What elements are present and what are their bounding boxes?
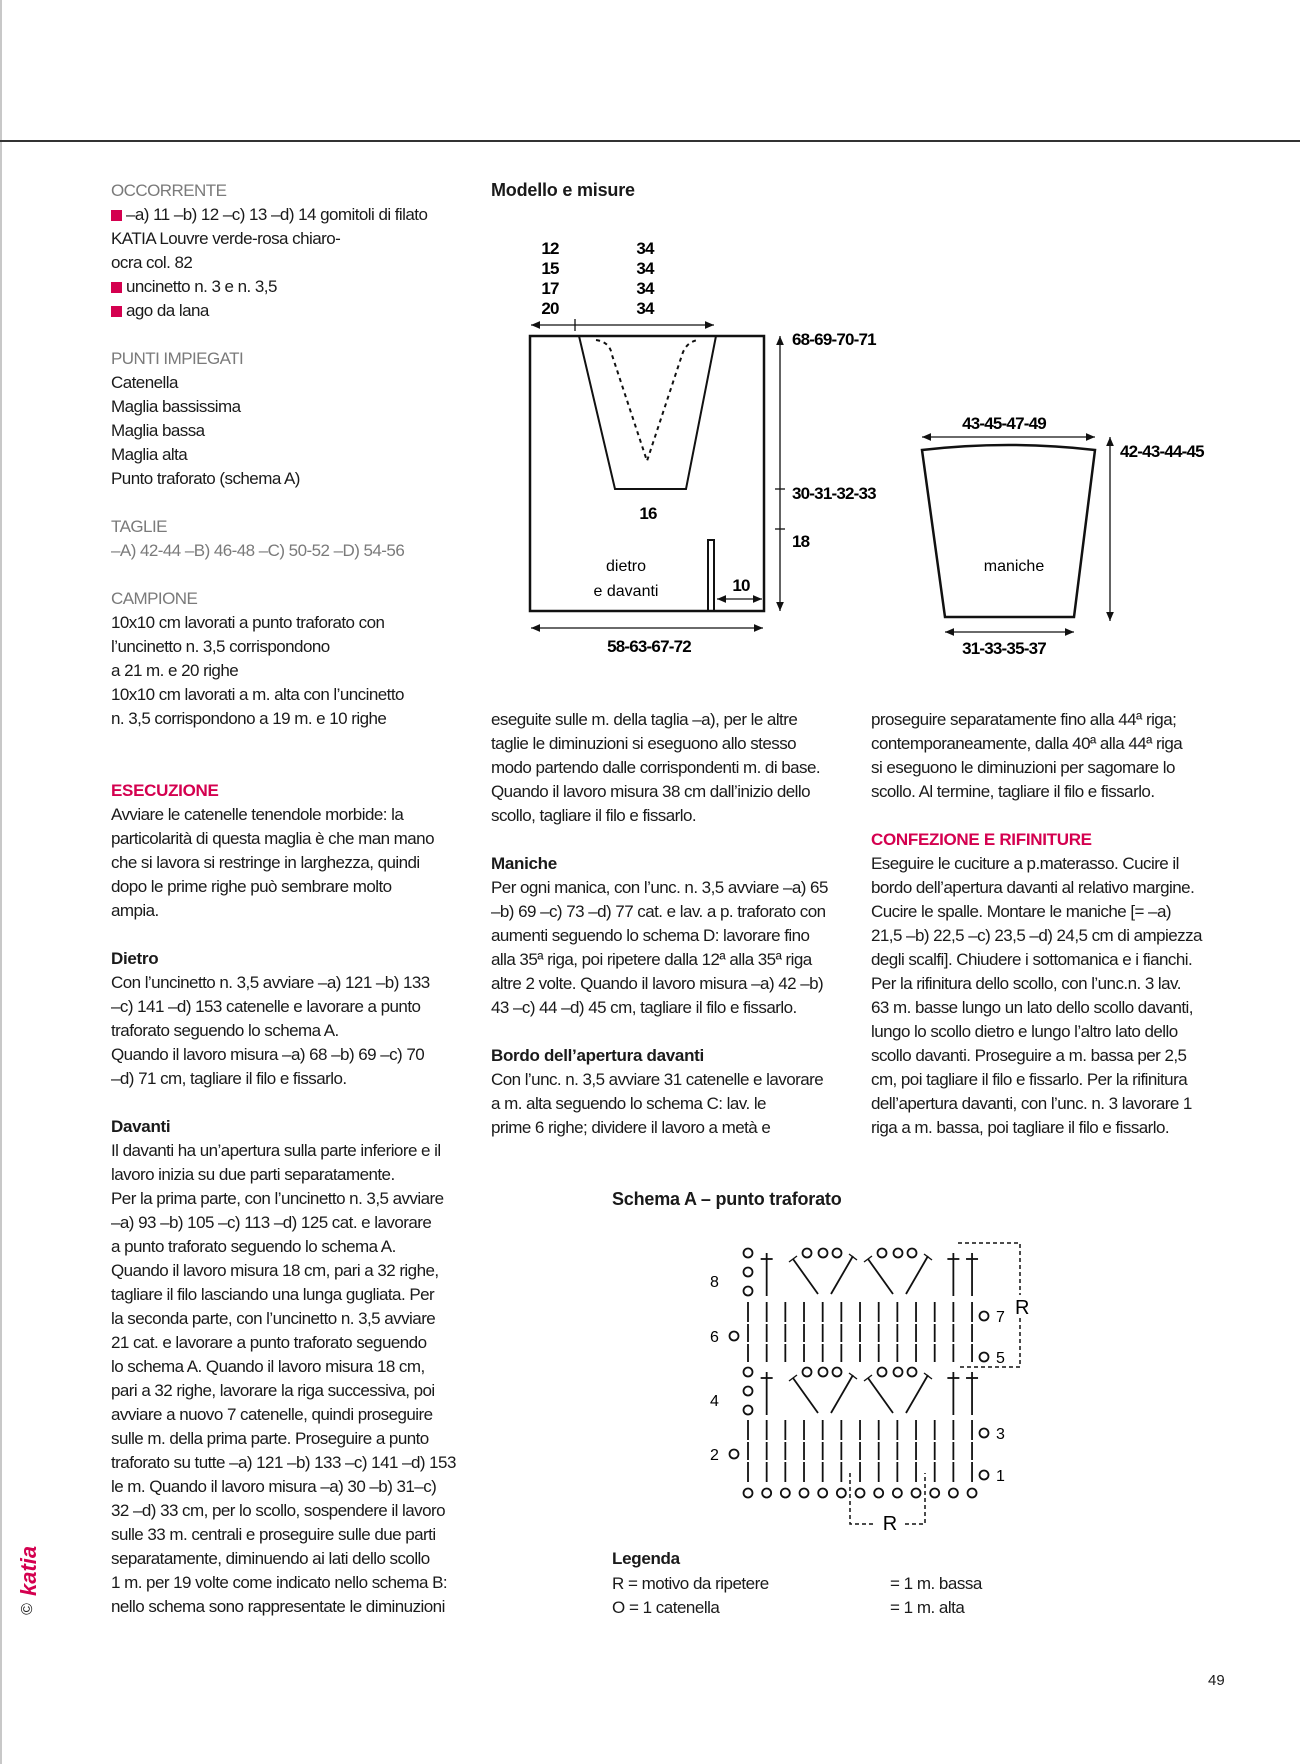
line-text: Punto traforato (schema A) (111, 469, 300, 488)
chain-symbol (781, 1489, 790, 1498)
line-text: degli scalfi]. Chiudere i sottomanica e i fianchi. (871, 950, 1193, 969)
chain-symbol (908, 1249, 917, 1258)
line-text: proseguire separatamente fino alla 44ª riga; (871, 710, 1177, 729)
v-stitch-line (868, 1259, 893, 1294)
chain-symbol (878, 1368, 887, 1377)
legend-chain: O = 1 catenella (612, 1598, 720, 1617)
line-text: Maglia alta (111, 445, 188, 464)
chain-symbol (908, 1368, 917, 1377)
line-text: n. 3,5 corrispondono a 19 m. e 10 righe (111, 709, 387, 728)
line-text: taglie le diminuzioni si eseguono allo stesso (491, 734, 797, 753)
chain-symbol (894, 1368, 903, 1377)
row-number: 4 (710, 1393, 719, 1410)
line-text: Maglia bassa (111, 421, 205, 440)
line-text: Quando il lavoro misura 18 cm, pari a 32 righe, (111, 1261, 439, 1280)
model-title: Modello e misure (491, 180, 635, 200)
chain-symbol (730, 1332, 739, 1341)
line-text: riga a m. bassa, poi tagliare il filo e fissarlo. (871, 1118, 1170, 1137)
line-text: Davanti (111, 1117, 171, 1136)
row-number: 3 (996, 1426, 1005, 1443)
line-text: altre 2 volte. Quando il lavoro misura –a) 42 –b) (491, 974, 824, 993)
line-text: cm, poi tagliare il filo e fissarlo. Per la rifinitura (871, 1070, 1188, 1089)
line-text: tagliare il filo lasciando una lunga gugliata. Per (111, 1285, 435, 1304)
text-line (111, 1571, 471, 1595)
v-stitch-line (906, 1256, 928, 1294)
neck-left-2: 17 (541, 279, 559, 298)
row-number: 6 (710, 1329, 719, 1346)
line-text: l’uncinetto n. 3,5 corrispondono (111, 637, 330, 656)
line-text: traforato su tutte –a) 121 –b) 133 –c) 141 –d) 153 (111, 1453, 456, 1472)
row-number: 1 (996, 1468, 1005, 1485)
line-text: che si lavora si restringe in larghezza, quindi (111, 853, 420, 872)
line-text: –A) 42-44 –B) 46-48 –C) 50-52 –D) 54-56 (111, 541, 405, 560)
v-cross (789, 1256, 797, 1262)
repeat-bracket-right (958, 1243, 1020, 1367)
chain-symbol (803, 1368, 812, 1377)
chain-symbol (893, 1489, 902, 1498)
line-text: aumenti seguendo lo schema D: lavorare fino (491, 926, 810, 945)
chain-symbol (980, 1471, 989, 1480)
chain-symbol (744, 1287, 753, 1296)
line-text: Eseguire le cuciture a p.materasso. Cucire il (871, 854, 1179, 873)
text-line (111, 1595, 471, 1619)
line-text: lo schema A. Quando il lavoro misura 18 cm, (111, 1357, 425, 1376)
line-text: –a) 11 –b) 12 –c) 13 –d) 14 gomitoli di filato (126, 205, 428, 224)
line-text: a 21 m. e 20 righe (111, 661, 239, 680)
chain-symbol (803, 1249, 812, 1258)
body-width-label: 58-63-67-72 (607, 637, 691, 656)
line-text: Maniche (491, 854, 557, 873)
schema-title: Schema A – punto traforato (612, 1189, 842, 1209)
line-text: OCCORRENTE (111, 181, 227, 200)
neck-left-3: 20 (541, 299, 559, 318)
chain-symbol (744, 1387, 753, 1396)
v-stitch-line (906, 1375, 928, 1413)
line-text: Con l’uncinetto n. 3,5 avviare –a) 121 –b) 133 (111, 973, 430, 992)
line-text: PUNTI IMPIEGATI (111, 349, 244, 368)
chain-symbol (819, 1368, 828, 1377)
line-text: scollo. Al termine, tagliare il filo e fissarlo. (871, 782, 1155, 801)
line-text: dopo le prime righe può sembrare molto (111, 877, 392, 896)
chain-symbol (818, 1489, 827, 1498)
line-text: bordo dell’apertura davanti al relativo margine. (871, 878, 1195, 897)
line-text: ESECUZIONE (111, 781, 219, 800)
line-text: 32 –d) 33 cm, per lo scollo, sospendere il lavoro (111, 1501, 446, 1520)
line-text: –b) 69 –c) 73 –d) 77 cat. e lav. a p. traforato con (491, 902, 826, 921)
line-text: alla 35ª riga, poi ripetere dalla 12ª alla 35ª riga (491, 950, 812, 969)
body-label-1: dietro (605, 558, 647, 575)
line-text: uncinetto n. 3 e n. 3,5 (126, 277, 277, 296)
sleeve-bottom-label: 31-33-35-37 (962, 639, 1046, 658)
chain-symbol (980, 1429, 989, 1438)
chain-symbol (833, 1249, 842, 1258)
line-text: 1 m. per 19 volte come indicato nello schema B: (111, 1573, 448, 1592)
line-text: Quando il lavoro misura 38 cm dall’inizio dello (491, 782, 811, 801)
line-text: sulle m. della prima parte. Proseguire a punto (111, 1429, 429, 1448)
row-number: 2 (710, 1447, 719, 1464)
chain-symbol (949, 1489, 958, 1498)
chain-symbol (968, 1489, 977, 1498)
sleeve-length-label: 42-43-44-45 (1120, 442, 1204, 461)
repeat-label: R (882, 1513, 898, 1535)
v-stitch-line (831, 1256, 853, 1294)
line-text: 10x10 cm lavorati a punto traforato con (111, 613, 385, 632)
line-text: Bordo dell’apertura davanti (491, 1046, 704, 1065)
line-text: a m. alta seguendo lo schema C: lav. le (491, 1094, 766, 1113)
line-text: lavoro inizia su due parti separatamente. (111, 1165, 395, 1184)
slit-height-label: 18 (792, 532, 810, 551)
chain-symbol (744, 1268, 753, 1277)
neck-right-0: 34 (636, 239, 654, 258)
line-text: separatamente, diminuendo ai lati dello scollo (111, 1549, 430, 1568)
chain-symbol (856, 1489, 865, 1498)
line-text: ago da lana (126, 301, 209, 320)
body-label-2: e davanti (593, 583, 659, 600)
neck-depth-label: 30-31-32-33 (792, 484, 876, 503)
chain-symbol (980, 1353, 989, 1362)
row-number: 8 (710, 1274, 719, 1291)
v-stitch-line (793, 1378, 818, 1413)
row-number: 7 (996, 1309, 1005, 1326)
page-number: 49 (1208, 1672, 1225, 1689)
v-cross (864, 1256, 872, 1262)
chain-symbol (744, 1249, 753, 1258)
neck-right-2: 34 (636, 279, 654, 298)
chain-symbol (894, 1249, 903, 1258)
line-text: traforato seguendo lo schema A. (111, 1021, 339, 1040)
line-text: 10x10 cm lavorati a m. alta con l’uncinetto (111, 685, 404, 704)
line-text: Per ogni manica, con l’unc. n. 3,5 avviare –a) 65 (491, 878, 828, 897)
neck-bottom-label: 16 (639, 504, 657, 523)
v-stitch-line (868, 1378, 893, 1413)
v-cross (789, 1375, 797, 1381)
katia-logo: katia (16, 1545, 41, 1596)
line-text: dell’apertura davanti, con l’unc. n. 3 lavorare 1 (871, 1094, 1192, 1113)
neck-right-3: 34 (636, 299, 654, 318)
line-text: KATIA Louvre verde-rosa chiaro- (111, 229, 341, 248)
chain-symbol (837, 1489, 846, 1498)
line-text: 21 cat. e lavorare a punto traforato seguendo (111, 1333, 427, 1352)
line-text: modo partendo dalle corrispondenti m. di base. (491, 758, 821, 777)
line-text: Maglia bassissima (111, 397, 241, 416)
line-text: eseguite sulle m. della taglia –a), per le altre (491, 710, 798, 729)
line-text: 21,5 –b) 22,5 –c) 23,5 –d) 24,5 cm di ampiezza (871, 926, 1202, 945)
chain-symbol (800, 1489, 809, 1498)
line-text: prime 6 righe; dividere il lavoro a metà e (491, 1118, 771, 1137)
chain-symbol (730, 1450, 739, 1459)
line-text: ampia. (111, 901, 159, 920)
line-text: Catenella (111, 373, 178, 392)
line-text: lungo lo scollo dietro e lungo l’altro lato dello (871, 1022, 1178, 1041)
line-text: Avviare le catenelle tenendole morbide: la (111, 805, 404, 824)
chain-symbol (762, 1489, 771, 1498)
body-height-label: 68-69-70-71 (792, 330, 876, 349)
line-text: a punto traforato seguendo lo schema A. (111, 1237, 396, 1256)
chain-symbol (833, 1368, 842, 1377)
v-stitch-line (793, 1259, 818, 1294)
sleeve-label: maniche (983, 558, 1045, 575)
sleeve-top-label: 43-45-47-49 (962, 414, 1046, 433)
neck-right-1: 34 (636, 259, 654, 278)
legend-single-crochet: = 1 m. bassa (890, 1574, 982, 1593)
line-text: sulle 33 m. centrali e proseguire sulle due parti (111, 1525, 436, 1544)
line-text: avviare a nuovo 7 catenelle, quindi proseguire (111, 1405, 433, 1424)
chain-symbol (878, 1249, 887, 1258)
line-text: Per la rifinitura dello scollo, con l’unc.n. 3 lav. (871, 974, 1181, 993)
slit-width-label: 10 (732, 576, 750, 595)
line-text: Cucire le spalle. Montare le maniche [= –a) (871, 902, 1171, 921)
chain-symbol (980, 1312, 989, 1321)
line-text: ocra col. 82 (111, 253, 193, 272)
line-text: si eseguono le diminuzioni per sagomare lo (871, 758, 1175, 777)
line-text: particolarità di questa maglia è che man mano (111, 829, 434, 848)
chain-symbol (874, 1489, 883, 1498)
line-text: Quando il lavoro misura –a) 68 –b) 69 –c) 70 (111, 1045, 425, 1064)
line-text: Dietro (111, 949, 159, 968)
v-stitch-line (831, 1375, 853, 1413)
legend-double-crochet: = 1 m. alta (890, 1598, 965, 1617)
neck-left-1: 15 (541, 259, 559, 278)
line-text: la seconda parte, con l’uncinetto n. 3,5 avviare (111, 1309, 436, 1328)
line-text: TAGLIE (111, 517, 167, 536)
row-number: 5 (996, 1350, 1005, 1367)
line-text: –a) 93 –b) 105 –c) 113 –d) 125 cat. e lavorare (111, 1213, 432, 1232)
v-cross (864, 1375, 872, 1381)
line-text: nello schema sono rappresentate le diminuzioni (111, 1597, 445, 1616)
chain-symbol (744, 1368, 753, 1377)
copyright-symbol: © (18, 1603, 36, 1615)
chain-symbol (930, 1489, 939, 1498)
repeat-label: R (1015, 1297, 1030, 1319)
line-text: 43 –c) 44 –d) 45 cm, tagliare il filo e fissarlo. (491, 998, 797, 1017)
chain-symbol (819, 1249, 828, 1258)
line-text: –d) 71 cm, tagliare il filo e fissarlo. (111, 1069, 347, 1088)
line-text: 63 m. basse lungo un lato dello scollo davanti, (871, 998, 1193, 1017)
line-text: contemporaneamente, dalla 40ª alla 44ª riga (871, 734, 1183, 753)
chain-symbol (744, 1406, 753, 1415)
chain-symbol (912, 1489, 921, 1498)
legend-repeat: R = motivo da ripetere (612, 1574, 769, 1593)
legend-title: Legenda (612, 1549, 680, 1568)
line-text: le m. Quando il lavoro misura –a) 30 –b) 31–c) (111, 1477, 437, 1496)
line-text: CAMPIONE (111, 589, 198, 608)
line-text: scollo davanti. Proseguire a m. bassa per 2,5 (871, 1046, 1187, 1065)
line-text: scollo, tagliare il filo e fissarlo. (491, 806, 697, 825)
line-text: pari a 32 righe, lavorare la riga successiva, poi (111, 1381, 435, 1400)
line-text: Il davanti ha un’apertura sulla parte inferiore e il (111, 1141, 441, 1160)
chain-symbol (744, 1489, 753, 1498)
neck-left-0: 12 (541, 239, 559, 258)
line-text: Per la prima parte, con l’uncinetto n. 3,5 avviare (111, 1189, 444, 1208)
line-text: Con l’unc. n. 3,5 avviare 31 catenelle e lavorare (491, 1070, 824, 1089)
line-text: –c) 141 –d) 153 catenelle e lavorare a punto (111, 997, 421, 1016)
line-text: CONFEZIONE E RIFINITURE (871, 830, 1092, 849)
